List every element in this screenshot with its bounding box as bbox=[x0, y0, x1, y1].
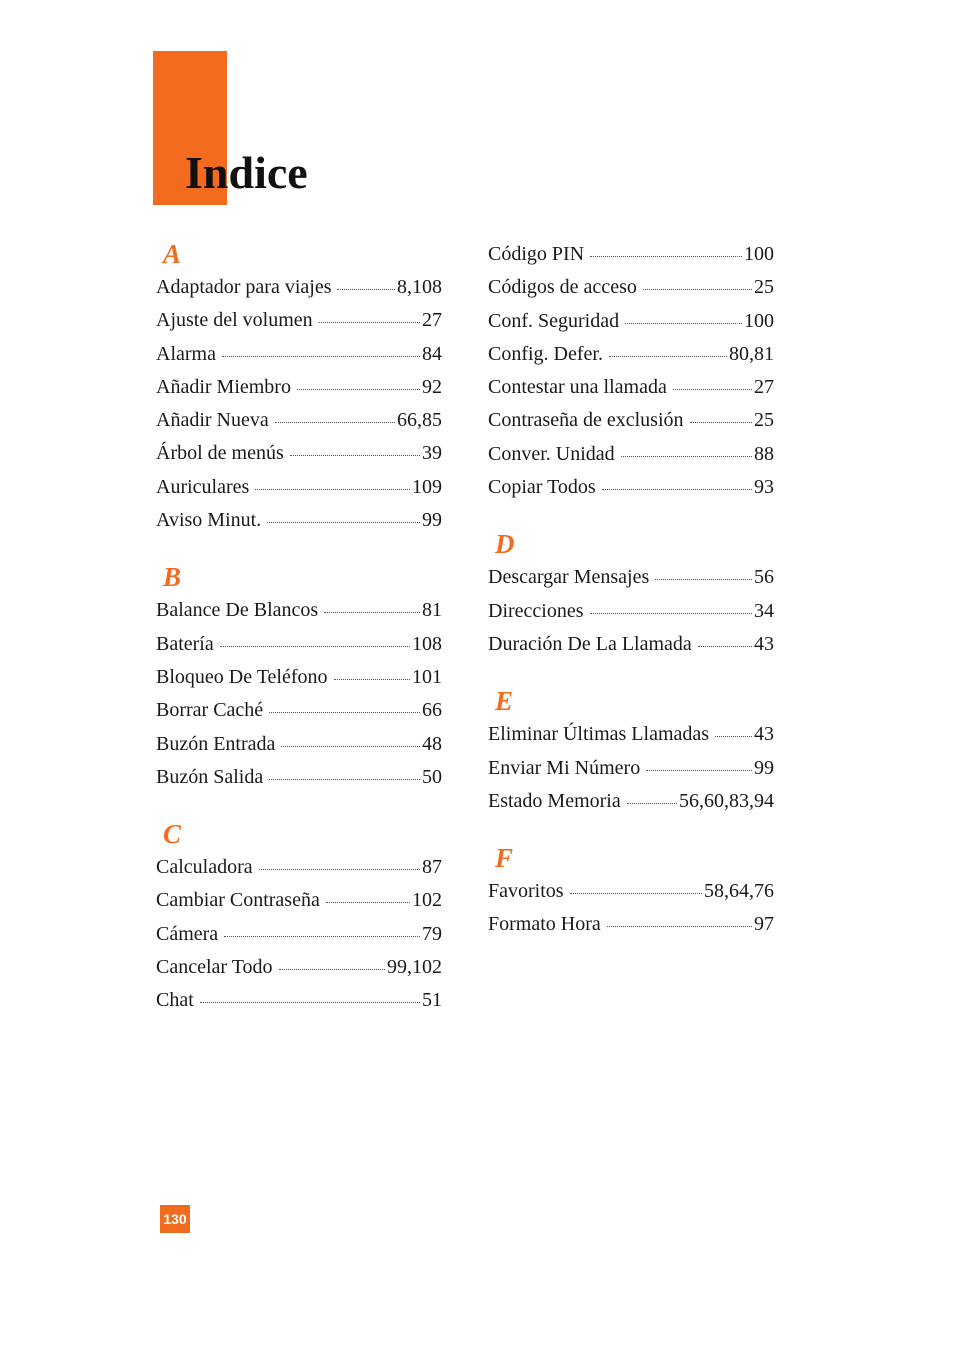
index-entry bbox=[156, 471, 442, 504]
index-entry-list bbox=[488, 718, 774, 818]
entry-term: Buzón Salida bbox=[156, 765, 264, 788]
entry-pages: 99,102 bbox=[387, 956, 442, 979]
entry-pages: 92 bbox=[422, 375, 442, 398]
index-section bbox=[488, 528, 774, 661]
section-letter: D bbox=[495, 529, 515, 560]
index-entry bbox=[488, 404, 774, 437]
index-entry bbox=[488, 238, 774, 271]
entry-pages: 97 bbox=[754, 913, 774, 936]
dot-leader bbox=[698, 646, 752, 647]
entry-pages: 66 bbox=[422, 699, 442, 722]
index-entry bbox=[488, 752, 774, 785]
index-entry bbox=[156, 951, 442, 984]
dot-leader bbox=[269, 712, 420, 713]
entry-term: Añadir Miembro bbox=[156, 375, 291, 398]
section-letter: B bbox=[163, 562, 182, 593]
entry-pages: 27 bbox=[422, 309, 442, 332]
entry-term: Batería bbox=[156, 632, 214, 655]
index-entry-list bbox=[488, 875, 774, 942]
dot-leader bbox=[646, 770, 752, 771]
index-section bbox=[156, 561, 442, 794]
dot-leader bbox=[673, 389, 752, 390]
entry-pages: 109 bbox=[412, 475, 442, 498]
dot-leader bbox=[281, 746, 420, 747]
index-section bbox=[488, 842, 774, 942]
entry-term: Calculadora bbox=[156, 856, 253, 879]
index-entry bbox=[488, 271, 774, 304]
section-letter: E bbox=[495, 686, 514, 717]
entry-term: Direcciones bbox=[488, 599, 584, 622]
index-entry bbox=[156, 371, 442, 404]
entry-pages: 27 bbox=[754, 376, 774, 399]
dot-leader bbox=[655, 579, 752, 580]
index-entry bbox=[488, 628, 774, 661]
entry-term: Conf. Seguridad bbox=[488, 309, 620, 332]
entry-term: Copiar Todos bbox=[488, 476, 596, 499]
index-column-right bbox=[488, 238, 774, 966]
entry-term: Ajuste del volumen bbox=[156, 309, 313, 332]
index-entry-list bbox=[156, 851, 442, 1017]
index-section bbox=[488, 238, 774, 504]
dot-leader bbox=[319, 322, 420, 323]
index-entry bbox=[488, 875, 774, 908]
entry-pages: 56 bbox=[754, 566, 774, 589]
index-entry bbox=[156, 628, 442, 661]
entry-term: Borrar Caché bbox=[156, 699, 264, 722]
section-letter: C bbox=[163, 819, 182, 850]
entry-term: Buzón Entrada bbox=[156, 732, 276, 755]
dot-leader bbox=[570, 893, 702, 894]
dot-leader bbox=[279, 969, 385, 970]
section-letter: F bbox=[495, 843, 514, 874]
entry-pages: 99 bbox=[754, 756, 774, 779]
index-entry bbox=[488, 371, 774, 404]
index-entry bbox=[156, 984, 442, 1017]
entry-term: Balance De Blancos bbox=[156, 599, 319, 622]
entry-pages: 102 bbox=[412, 889, 442, 912]
entry-pages: 84 bbox=[422, 342, 442, 365]
page-title: Indice bbox=[185, 147, 308, 198]
entry-pages: 34 bbox=[754, 599, 774, 622]
index-entry bbox=[488, 438, 774, 471]
dot-leader bbox=[275, 422, 395, 423]
entry-pages: 93 bbox=[754, 476, 774, 499]
index-entry bbox=[488, 338, 774, 371]
entry-term: Añadir Nueva bbox=[156, 409, 269, 432]
dot-leader bbox=[602, 489, 752, 490]
dot-leader bbox=[267, 522, 420, 523]
dot-leader bbox=[326, 902, 410, 903]
index-entry bbox=[156, 437, 442, 470]
entry-term: Cámera bbox=[156, 922, 219, 945]
entry-term: Config. Defer. bbox=[488, 342, 603, 365]
entry-term: Contraseña de exclusión bbox=[488, 409, 684, 432]
index-entry bbox=[156, 504, 442, 537]
index-entry bbox=[156, 728, 442, 761]
dot-leader bbox=[290, 455, 420, 456]
entry-pages: 101 bbox=[412, 665, 442, 688]
entry-term: Árbol de menús bbox=[156, 442, 284, 465]
index-entry bbox=[156, 594, 442, 627]
index-entry-list bbox=[488, 561, 774, 661]
index-entry bbox=[156, 304, 442, 337]
dot-leader bbox=[259, 869, 420, 870]
entry-pages: 79 bbox=[422, 922, 442, 945]
entry-pages: 8,108 bbox=[397, 276, 442, 298]
index-entry bbox=[156, 851, 442, 884]
index-entry-list bbox=[156, 271, 442, 537]
entry-pages: 51 bbox=[422, 989, 442, 1012]
dot-leader bbox=[224, 936, 420, 937]
entry-pages: 43 bbox=[754, 723, 774, 746]
index-entry bbox=[488, 595, 774, 628]
entry-term: Conver. Unidad bbox=[488, 442, 615, 465]
entry-term: Eliminar Últimas Llamadas bbox=[488, 723, 710, 746]
entry-pages: 66,85 bbox=[397, 409, 442, 432]
dot-leader bbox=[297, 389, 420, 390]
entry-pages: 100 bbox=[744, 243, 774, 265]
entry-pages: 88 bbox=[754, 442, 774, 465]
entry-term: Duración De La Llamada bbox=[488, 632, 692, 655]
dot-leader bbox=[643, 289, 752, 290]
index-entry bbox=[488, 908, 774, 941]
entry-pages: 99 bbox=[422, 509, 442, 532]
entry-term: Formato Hora bbox=[488, 913, 601, 936]
dot-leader bbox=[609, 356, 727, 357]
index-section bbox=[488, 685, 774, 818]
entry-term: Aviso Minut. bbox=[156, 509, 262, 532]
entry-pages: 25 bbox=[754, 276, 774, 299]
entry-pages: 81 bbox=[422, 599, 442, 622]
entry-term: Bloqueo De Teléfono bbox=[156, 665, 328, 688]
index-entry bbox=[488, 471, 774, 504]
entry-pages: 48 bbox=[422, 732, 442, 755]
index-entry bbox=[156, 338, 442, 371]
entry-term: Enviar Mi Número bbox=[488, 756, 641, 779]
entry-term: Favoritos bbox=[488, 880, 564, 903]
dot-leader bbox=[324, 612, 420, 613]
entry-pages: 50 bbox=[422, 765, 442, 788]
dot-leader bbox=[220, 646, 410, 647]
entry-pages: 87 bbox=[422, 856, 442, 879]
entry-pages: 39 bbox=[422, 442, 442, 465]
entry-term: Estado Memoria bbox=[488, 789, 621, 812]
dot-leader bbox=[625, 323, 742, 324]
entry-pages: 43 bbox=[754, 632, 774, 655]
entry-term: Alarma bbox=[156, 342, 216, 365]
entry-term: Contestar una llamada bbox=[488, 376, 667, 399]
dot-leader bbox=[715, 736, 752, 737]
index-entry bbox=[156, 661, 442, 694]
dot-leader bbox=[607, 926, 752, 927]
entry-term: Adaptador para viajes bbox=[156, 276, 332, 298]
index-entry-list bbox=[156, 594, 442, 794]
dot-leader bbox=[269, 779, 420, 780]
entry-term: Descargar Mensajes bbox=[488, 566, 650, 589]
dot-leader bbox=[200, 1002, 420, 1003]
index-entry bbox=[156, 918, 442, 951]
index-entry bbox=[156, 404, 442, 437]
entry-term: Cambiar Contraseña bbox=[156, 889, 320, 912]
dot-leader bbox=[590, 613, 752, 614]
dot-leader bbox=[222, 356, 420, 357]
entry-term: Códigos de acceso bbox=[488, 276, 637, 299]
index-entry bbox=[488, 718, 774, 751]
index-entry bbox=[488, 305, 774, 338]
index-entry bbox=[488, 561, 774, 594]
dot-leader bbox=[334, 679, 410, 680]
index-entry bbox=[488, 785, 774, 818]
index-entry bbox=[156, 694, 442, 727]
dot-leader bbox=[590, 256, 742, 257]
index-column-left bbox=[156, 238, 442, 1042]
index-entry bbox=[156, 271, 442, 304]
dot-leader bbox=[255, 489, 410, 490]
entry-term: Cancelar Todo bbox=[156, 956, 273, 979]
index-section bbox=[156, 238, 442, 537]
index-entry bbox=[156, 761, 442, 794]
entry-pages: 100 bbox=[744, 309, 774, 332]
index-section bbox=[156, 818, 442, 1017]
entry-pages: 25 bbox=[754, 409, 774, 432]
dot-leader bbox=[337, 289, 395, 290]
dot-leader bbox=[690, 422, 753, 423]
dot-leader bbox=[627, 803, 677, 804]
entry-term: Chat bbox=[156, 989, 194, 1012]
section-letter: A bbox=[163, 239, 182, 269]
index-entry-list bbox=[488, 238, 774, 504]
entry-pages: 80,81 bbox=[729, 342, 774, 365]
entry-term: Auriculares bbox=[156, 475, 250, 498]
page-number-badge: 130 bbox=[160, 1205, 190, 1233]
dot-leader bbox=[621, 456, 752, 457]
entry-pages: 108 bbox=[412, 632, 442, 655]
entry-pages: 56,60,83,94 bbox=[679, 789, 774, 812]
index-entry bbox=[156, 884, 442, 917]
entry-term: Código PIN bbox=[488, 243, 585, 265]
entry-pages: 58,64,76 bbox=[704, 880, 774, 903]
